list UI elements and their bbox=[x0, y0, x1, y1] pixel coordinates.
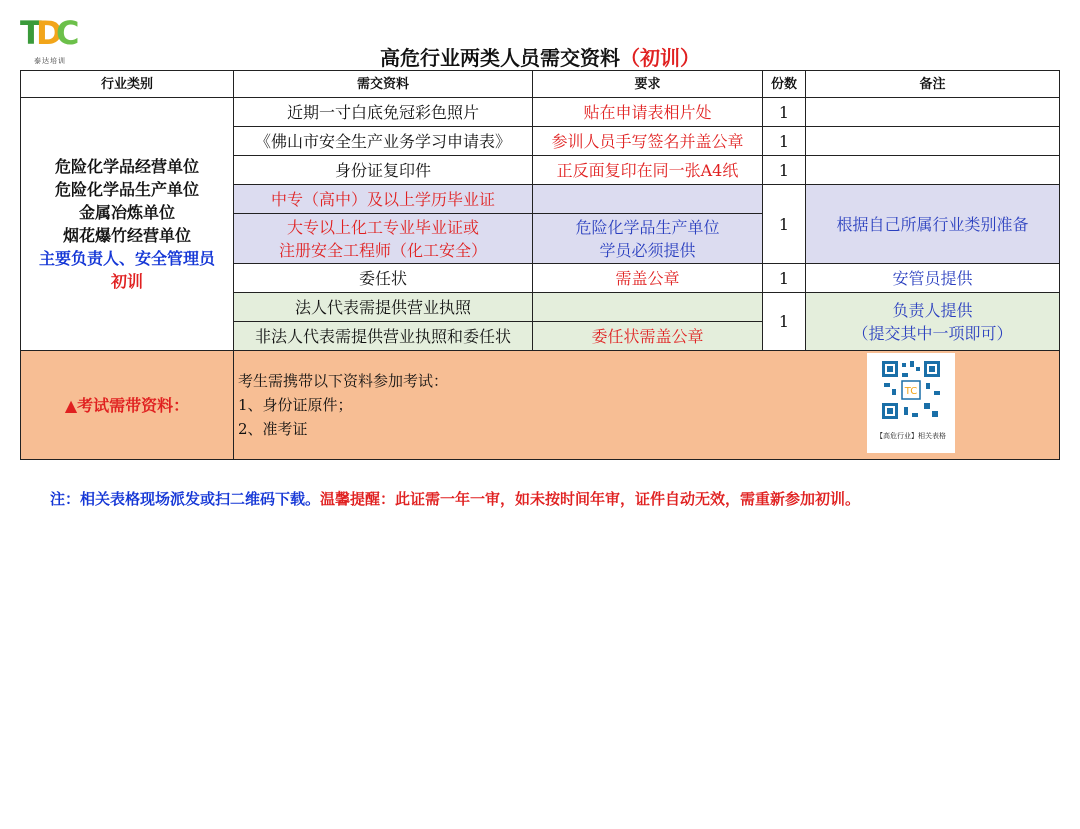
requirement-cell: 贴在申请表相片处 bbox=[533, 98, 763, 127]
requirement-cell: 委任状需盖公章 bbox=[533, 322, 763, 351]
category-line: 金属冶炼单位 bbox=[78, 203, 175, 222]
requirement-cell: 参训人员手写签名并盖公章 bbox=[533, 127, 763, 156]
title-main: 高危行业两类人员需交资料 bbox=[380, 46, 620, 70]
remark-line: 负责人提供 bbox=[892, 300, 973, 320]
material-cell: 《佛山市安全生产业务学习申请表》 bbox=[234, 127, 533, 156]
category-cell bbox=[21, 98, 234, 351]
footnote bbox=[50, 488, 860, 509]
svg-text:C: C bbox=[56, 14, 80, 52]
material-line: 大专以上化工专业毕业证或 bbox=[286, 217, 479, 237]
header-category: 行业类别 bbox=[21, 71, 234, 98]
copies-cell: 1 bbox=[763, 293, 806, 351]
remark-cell: 安管员提供 bbox=[806, 264, 1060, 293]
remark-cell: 根据自己所属行业类别准备 bbox=[806, 185, 1060, 264]
material-cell bbox=[234, 214, 533, 264]
copies-cell: 1 bbox=[763, 127, 806, 156]
requirement-cell bbox=[533, 293, 763, 322]
material-cell: 非法人代表需提供营业执照和委任状 bbox=[234, 322, 533, 351]
category-line: 危险化学品生产单位 bbox=[54, 180, 199, 199]
svg-text:TC: TC bbox=[904, 386, 918, 397]
material-cell: 法人代表需提供营业执照 bbox=[234, 293, 533, 322]
copies-cell: 1 bbox=[763, 264, 806, 293]
material-cell: 近期一寸白底免冠彩色照片 bbox=[234, 98, 533, 127]
remark-cell bbox=[806, 293, 1060, 351]
category-line: 危险化学品经营单位 bbox=[54, 157, 199, 176]
exam-line: 2、准考证 bbox=[238, 420, 308, 438]
remark-line: （提交其中一项即可） bbox=[852, 323, 1013, 343]
remark-cell bbox=[806, 156, 1060, 185]
remark-cell bbox=[806, 127, 1060, 156]
category-line: 烟花爆竹经营单位 bbox=[62, 226, 191, 245]
qr-code[interactable] bbox=[867, 353, 955, 453]
exam-line: 1、身份证原件； bbox=[238, 396, 353, 414]
title-suffix: （初训） bbox=[620, 46, 700, 70]
header-copies: 份数 bbox=[763, 71, 806, 98]
header-materials: 需交资料 bbox=[234, 71, 533, 98]
exam-content bbox=[234, 351, 1060, 460]
header-requirement: 要求 bbox=[533, 71, 763, 98]
exam-row bbox=[21, 351, 1060, 460]
material-line: 注册安全工程师（化工安全） bbox=[278, 240, 487, 260]
copies-cell: 1 bbox=[763, 98, 806, 127]
exam-label: ▲考试需带资料： bbox=[21, 351, 234, 460]
copies-cell: 1 bbox=[763, 185, 806, 264]
page-title bbox=[0, 42, 1080, 71]
qr-code-icon bbox=[880, 359, 942, 421]
copies-cell: 1 bbox=[763, 156, 806, 185]
header-row bbox=[21, 71, 1060, 98]
qr-caption: 【高危行业】相关表格 bbox=[876, 432, 946, 440]
remark-cell bbox=[806, 98, 1060, 127]
requirement-cell bbox=[533, 185, 763, 214]
logo-subtitle: 泰达培训 bbox=[34, 57, 66, 65]
requirement-cell: 需盖公章 bbox=[533, 264, 763, 293]
svg-text:D: D bbox=[36, 14, 63, 52]
exam-line: 考生需携带以下资料参加考试： bbox=[238, 372, 449, 390]
requirement-cell bbox=[533, 214, 763, 264]
category-type: 初训 bbox=[110, 272, 143, 291]
requirement-line: 学员必须提供 bbox=[599, 240, 696, 260]
material-cell: 身份证复印件 bbox=[234, 156, 533, 185]
requirement-line: 危险化学品生产单位 bbox=[575, 217, 720, 237]
header-remarks: 备注 bbox=[806, 71, 1060, 98]
category-role: 主要负责人、安全管理员 bbox=[38, 249, 215, 268]
svg-text:T: T bbox=[20, 14, 42, 52]
table-row bbox=[21, 98, 1060, 127]
materials-table bbox=[20, 70, 1060, 460]
footnote-part1: 注：相关表格现场派发或扫二维码下载。 bbox=[50, 490, 321, 508]
material-cell: 中专（高中）及以上学历毕业证 bbox=[234, 185, 533, 214]
requirement-cell: 正反面复印在同一张A4纸 bbox=[533, 156, 763, 185]
material-cell: 委任状 bbox=[234, 264, 533, 293]
footnote-part2: 温馨提醒：此证需一年一审，如未按时间年审，证件自动无效，需重新参加初训。 bbox=[320, 490, 861, 508]
